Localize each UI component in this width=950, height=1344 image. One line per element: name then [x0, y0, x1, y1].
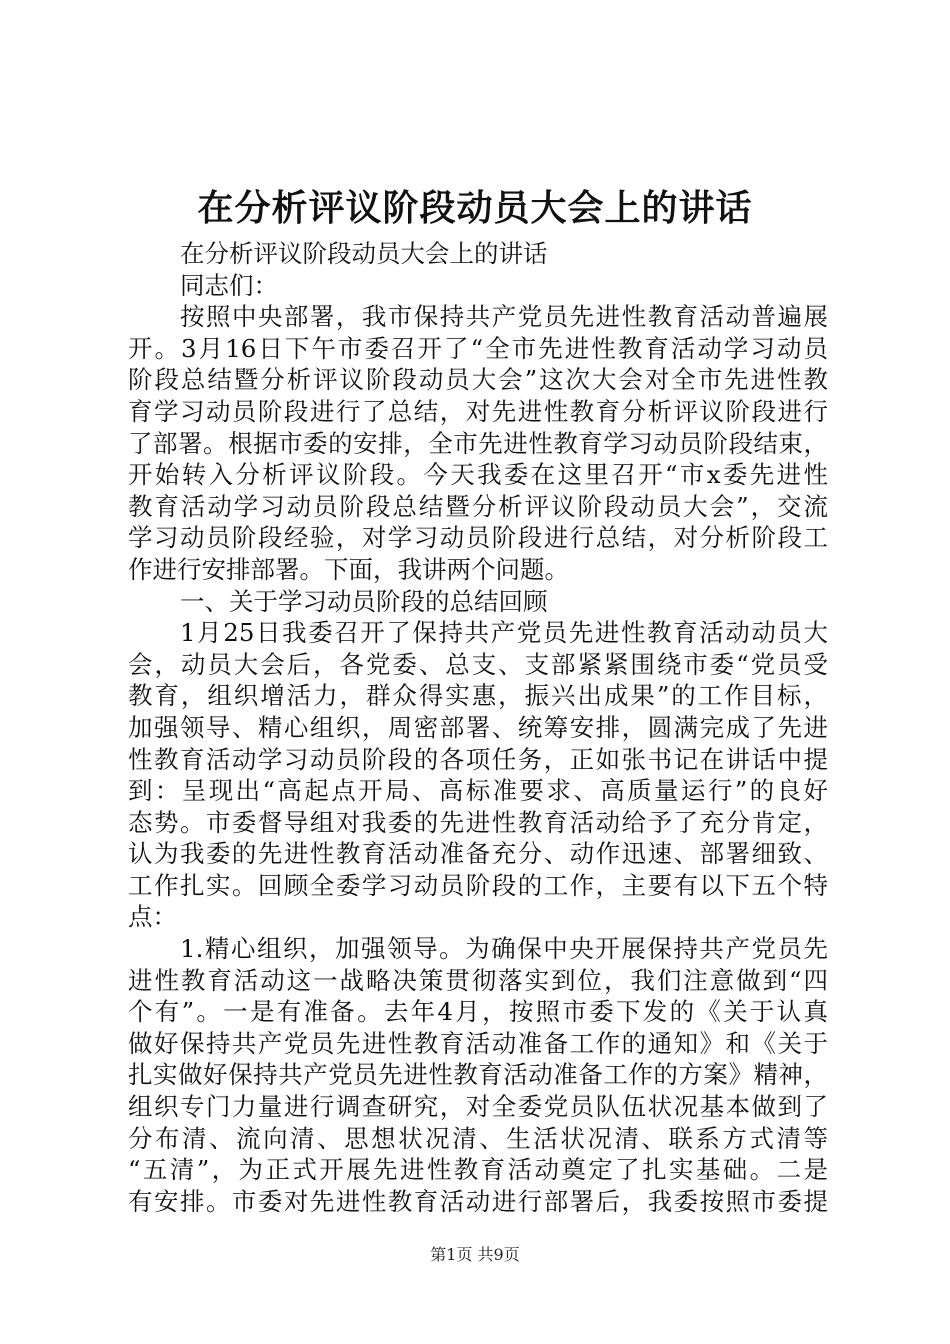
text-line: 1月25日我委召开了保持共产党员先进性教育活动动员大 — [180, 618, 828, 648]
page-footer: 第1页 共9页 — [430, 1245, 520, 1264]
text-line: 扎实做好保持共产党员先进性教育活动准备工作的方案》精神， — [128, 1060, 828, 1090]
text-line: 加强领导、精心组织，周密部署、统筹安排，圆满完成了先进 — [128, 712, 828, 742]
text-line: 育学习动员阶段进行了总结，对先进性教育分析评议阶段进行 — [128, 396, 828, 426]
text-line: 同志们： — [180, 270, 278, 300]
text-line: 工作扎实。回顾全委学习动员阶段的工作，主要有以下五个特 — [128, 870, 828, 900]
text-line: 了部署。根据市委的安排，全市先进性教育学习动员阶段结束， — [128, 428, 828, 458]
text-line: 做好保持共产党员先进性教育活动准备工作的通知》和《关于 — [128, 1028, 828, 1058]
text-line: 1.精心组织，加强领导。为确保中央开展保持共产党员先 — [180, 934, 828, 964]
text-line: 个有”。一是有准备。去年4月，按照市委下发的《关于认真 — [128, 997, 828, 1027]
text-line: 进性教育活动这一战略决策贯彻落实到位，我们注意做到“四 — [128, 965, 828, 995]
text-line: 分布清、流向清、思想状况清、生活状况清、联系方式清等 — [128, 1123, 828, 1153]
text-line: 在分析评议阶段动员大会上的讲话 — [180, 239, 548, 268]
text-line: 会，动员大会后，各党委、总支、支部紧紧围绕市委“党员受 — [128, 649, 828, 679]
text-line: 学习动员阶段经验，对学习动员阶段进行总结，对分析阶段工 — [128, 523, 828, 553]
text-line: 开始转入分析评议阶段。今天我委在这里召开“市x委先进性 — [128, 460, 828, 490]
text-line: “五清”，为正式开展先进性教育活动奠定了扎实基础。二是 — [128, 1155, 828, 1185]
text-line: 性教育活动学习动员阶段的各项任务，正如张书记在讲话中提 — [128, 744, 828, 774]
text-line: 到：呈现出“高起点开局、高标准要求、高质量运行”的良好 — [128, 776, 828, 806]
document-body — [128, 238, 828, 1217]
text-line: 阶段总结暨分析评议阶段动员大会”这次大会对全市先进性教 — [128, 365, 828, 395]
document-title: 在分析评议阶段动员大会上的讲话 — [197, 187, 753, 229]
text-line: 开。3月16日下午市委召开了“全市先进性教育活动学习动员 — [128, 333, 828, 363]
text-line: 态势。市委督导组对我委的先进性教育活动给予了充分肯定， — [128, 807, 828, 837]
text-line: 教育活动学习动员阶段总结暨分析评议阶段动员大会”，交流 — [128, 491, 828, 521]
text-line: 有安排。市委对先进性教育活动进行部署后，我委按照市委提 — [128, 1186, 828, 1216]
text-line: 按照中央部署，我市保持共产党员先进性教育活动普遍展 — [180, 302, 828, 332]
text-line: 一、关于学习动员阶段的总结回顾 — [180, 586, 548, 616]
text-line: 教育，组织增活力，群众得实惠，振兴出成果”的工作目标， — [128, 681, 828, 711]
text-line: 组织专门力量进行调查研究，对全委党员队伍状况基本做到了 — [128, 1092, 828, 1122]
text-line: 点： — [128, 902, 177, 932]
text-line: 作进行安排部署。下面，我讲两个问题。 — [128, 554, 569, 584]
text-line: 认为我委的先进性教育活动准备充分、动作迅速、部署细致、 — [128, 839, 828, 869]
